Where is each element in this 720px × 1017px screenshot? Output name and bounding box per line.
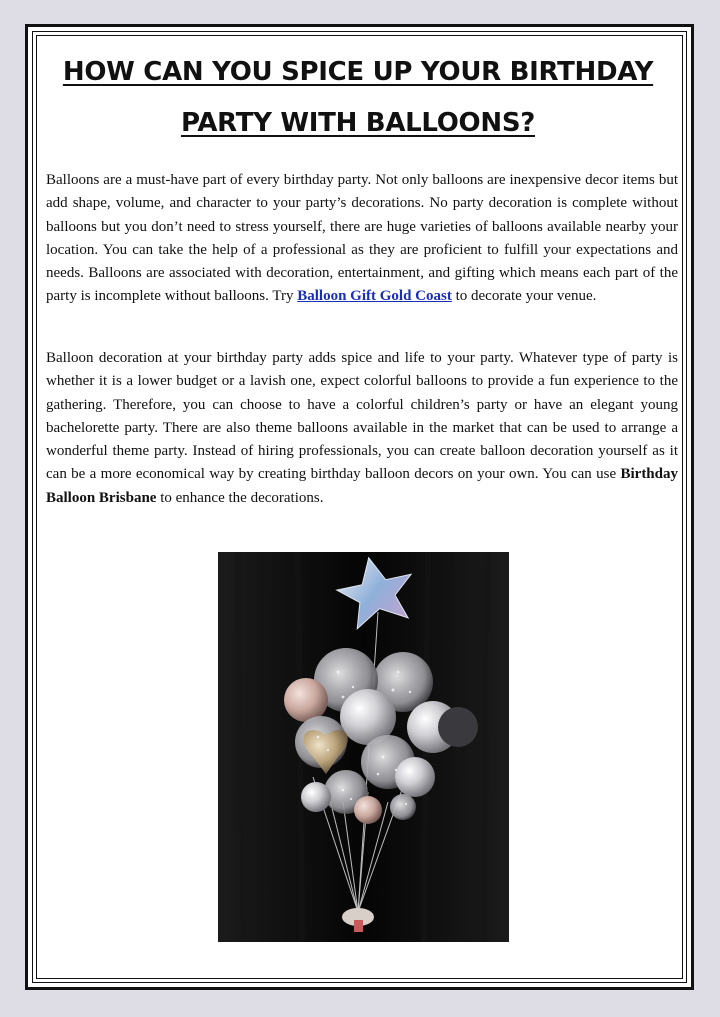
title-line-1: HOW CAN YOU SPICE UP YOUR BIRTHDAY [62,57,654,87]
birthday-balloon-brisbane-text: Birthday Balloon Brisbane [46,466,678,506]
balloon-gift-gold-coast-link[interactable]: Balloon Gift Gold Coast [297,288,452,305]
title-line-2: PARTY WITH BALLOONS? [180,108,536,138]
paragraph-2 [46,347,678,510]
paragraph-1-text: Balloons are a must-have part of every birthday party. Not only balloons are inexpensive decor items but add shape, volume, and character to your party’s decorations. No party decoration is complete without balloons but you don’t need to stress yourself, there are huge varieties of balloons available nearby your location. You can take the help of a professional as they are proficient to fulfill your expectations and needs. Balloons are associated with decoration, entertainment, and gifting which means each part of the party is incomplete without balloons. Try [46,172,678,305]
document-page [25,24,694,990]
paragraph-1-after: to decorate your venue. [455,288,597,305]
paragraph-1 [46,169,678,309]
page-title [48,47,668,149]
paragraph-2-text: Balloon decoration at your birthday party adds spice and life to your party. Whatever type of party is whether it is a lower budget or a lavish one, expect colorful balloons to provide a fun experience to the gathering. Therefore, you can choose to have a colorful children’s party or have an elegant young bachelorette party. There are also theme balloons available in the market that can be used to arrange a wonderful theme party. Instead of hiring professionals, you can create balloon decoration yourself as it can be a more economical way by creating birthday balloon decors on your own. You can use [46,350,678,483]
paragraph-2-after: to enhance the decorations. [160,489,324,506]
balloon-bouquet-illustration [218,552,509,942]
balloon-bouquet-photo [218,552,509,942]
